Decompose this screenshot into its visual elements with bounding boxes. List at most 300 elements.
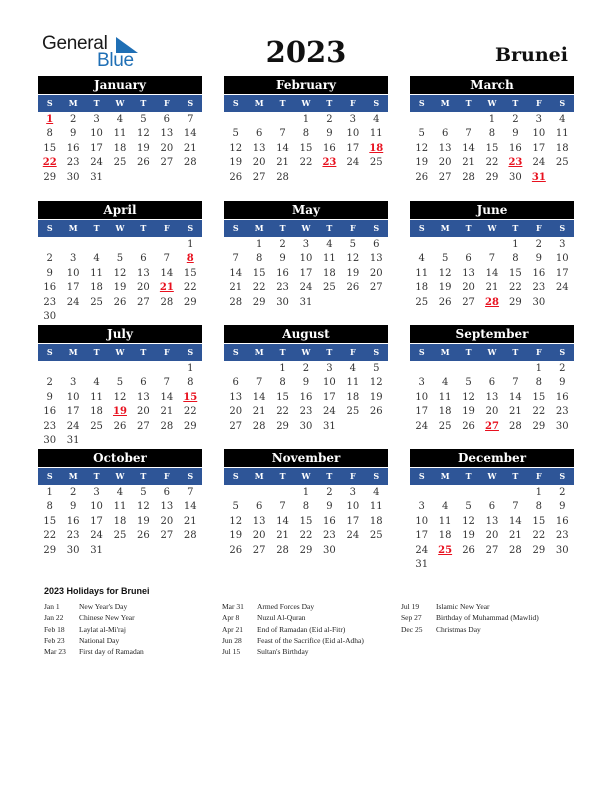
day-cell: 31 bbox=[90, 171, 103, 183]
day-cell: 12 bbox=[415, 142, 429, 154]
day-cell: 21 bbox=[276, 530, 289, 542]
weekday-label: S bbox=[373, 471, 380, 481]
day-cell: 19 bbox=[229, 530, 243, 542]
day-cell: 29 bbox=[252, 296, 266, 308]
day-cell: 25 bbox=[415, 296, 429, 308]
day-cell: 14 bbox=[160, 267, 174, 279]
day-cell: 1 bbox=[187, 239, 194, 250]
day-cell: 26 bbox=[462, 420, 475, 432]
day-cell: 26 bbox=[113, 296, 127, 308]
weekday-label: F bbox=[163, 223, 170, 233]
empty-cell bbox=[247, 486, 270, 500]
weekday-label: T bbox=[140, 471, 147, 481]
day-cell: 1 bbox=[302, 487, 310, 498]
day-cell: 4 bbox=[441, 377, 449, 389]
holiday-item bbox=[44, 624, 144, 635]
day-cell: 12 bbox=[369, 377, 383, 389]
month-september bbox=[410, 325, 574, 434]
holiday-item bbox=[222, 624, 364, 635]
empty-cell bbox=[271, 486, 294, 500]
month-name: December bbox=[410, 449, 574, 467]
empty-cell bbox=[271, 113, 294, 127]
day-cell: 14 bbox=[509, 515, 522, 527]
day-cell: 28 bbox=[276, 171, 289, 183]
day-cell: 19 bbox=[369, 391, 383, 403]
day-cell: 8 bbox=[279, 377, 286, 389]
day-cell: 30 bbox=[66, 171, 80, 183]
day-cell: 29 bbox=[509, 296, 522, 308]
day-grid bbox=[410, 362, 574, 434]
weekday-label: W bbox=[487, 471, 497, 481]
day-cell: 15 bbox=[532, 515, 546, 527]
month-name: August bbox=[224, 325, 388, 343]
weekday-label: T bbox=[326, 98, 333, 108]
day-cell: 9 bbox=[559, 501, 566, 513]
day-cell: 23 bbox=[323, 530, 336, 542]
day-cell: 7 bbox=[187, 487, 194, 498]
holiday-item bbox=[401, 624, 539, 635]
day-cell: 19 bbox=[137, 142, 150, 154]
day-cell: 14 bbox=[276, 515, 289, 527]
day-cell: 18 bbox=[438, 406, 452, 418]
day-cell: 29 bbox=[276, 420, 289, 432]
weekday-label: T bbox=[326, 471, 333, 481]
month-name: June bbox=[410, 201, 574, 219]
day-grid bbox=[38, 486, 202, 558]
day-cell: 30 bbox=[323, 544, 336, 556]
day-cell: 20 bbox=[160, 142, 174, 154]
day-cell: 26 bbox=[369, 406, 383, 418]
day-cell: 18 bbox=[369, 515, 383, 527]
day-cell: 19 bbox=[137, 515, 150, 527]
day-cell: 19 bbox=[113, 282, 127, 294]
holiday-column bbox=[222, 601, 364, 657]
day-cell: 16 bbox=[276, 267, 289, 279]
day-cell: 13 bbox=[462, 267, 475, 279]
empty-cell bbox=[224, 486, 247, 500]
day-cell: 25 bbox=[323, 282, 336, 294]
day-cell: 13 bbox=[137, 391, 150, 403]
day-cell: 12 bbox=[229, 142, 243, 154]
day-cell: 6 bbox=[488, 501, 496, 513]
weekday-label: T bbox=[465, 98, 472, 108]
day-cell: 17 bbox=[532, 142, 546, 154]
weekday-label: M bbox=[68, 347, 78, 357]
day-cell: 24 bbox=[66, 420, 80, 432]
day-cell: 15 bbox=[43, 142, 57, 154]
day-cell: 10 bbox=[66, 391, 80, 403]
day-cell: 7 bbox=[488, 253, 496, 265]
weekday-label: S bbox=[418, 98, 425, 108]
day-cell: 4 bbox=[93, 377, 100, 389]
empty-cell bbox=[108, 238, 131, 252]
empty-cell bbox=[433, 113, 456, 127]
day-cell: 28 bbox=[183, 157, 197, 169]
day-cell: 8 bbox=[512, 253, 519, 265]
weekday-label: F bbox=[349, 223, 356, 233]
day-cell: 11 bbox=[113, 501, 127, 513]
day-cell: 24 bbox=[415, 420, 429, 432]
day-cell: 30 bbox=[555, 544, 569, 556]
weekday-label: T bbox=[512, 471, 519, 481]
weekday-label: W bbox=[301, 223, 311, 233]
day-cell: 26 bbox=[229, 171, 243, 183]
day-cell: 25 bbox=[346, 406, 360, 418]
day-cell: 24 bbox=[323, 406, 336, 418]
holiday-day-cell: 22 bbox=[42, 157, 57, 169]
day-cell: 9 bbox=[302, 377, 310, 389]
empty-cell bbox=[504, 486, 527, 500]
day-cell: 22 bbox=[299, 530, 313, 542]
day-cell: 6 bbox=[140, 377, 147, 389]
month-january bbox=[38, 76, 202, 185]
day-cell: 5 bbox=[232, 501, 239, 513]
weekday-label: W bbox=[301, 347, 311, 357]
day-cell: 19 bbox=[462, 406, 475, 418]
day-cell: 1 bbox=[255, 239, 263, 250]
day-cell: 20 bbox=[229, 406, 243, 418]
day-cell: 29 bbox=[183, 420, 197, 432]
empty-cell bbox=[433, 486, 456, 500]
day-cell: 13 bbox=[137, 267, 150, 279]
day-cell: 15 bbox=[532, 391, 546, 403]
day-cell: 20 bbox=[485, 406, 499, 418]
day-cell: 2 bbox=[69, 487, 77, 498]
day-cell: 25 bbox=[113, 530, 127, 542]
day-cell: 10 bbox=[555, 253, 569, 265]
holiday-item bbox=[44, 601, 144, 612]
day-cell: 14 bbox=[252, 391, 266, 403]
weekday-header bbox=[38, 344, 202, 361]
empty-cell bbox=[38, 238, 61, 252]
day-cell: 10 bbox=[346, 128, 360, 140]
day-cell: 27 bbox=[438, 171, 452, 183]
weekday-label: T bbox=[512, 98, 519, 108]
holiday-date: Apr 8 bbox=[222, 613, 240, 623]
day-cell: 2 bbox=[46, 253, 53, 265]
day-cell: 29 bbox=[183, 296, 197, 308]
weekday-label: T bbox=[93, 471, 100, 481]
day-cell: 16 bbox=[299, 391, 313, 403]
day-cell: 5 bbox=[140, 487, 147, 498]
day-cell: 13 bbox=[160, 501, 174, 513]
holiday-item bbox=[222, 635, 364, 646]
holiday-date: Apr 21 bbox=[222, 624, 244, 634]
holiday-column bbox=[401, 601, 539, 635]
holiday-date: Feb 18 bbox=[44, 624, 65, 634]
weekday-header bbox=[224, 220, 388, 237]
weekday-label: F bbox=[163, 347, 170, 357]
holiday-item bbox=[44, 612, 144, 623]
day-cell: 9 bbox=[535, 253, 543, 265]
day-cell: 3 bbox=[418, 377, 425, 389]
weekday-label: T bbox=[140, 223, 147, 233]
day-cell: 9 bbox=[69, 128, 77, 140]
day-cell: 3 bbox=[69, 377, 77, 389]
day-cell: 15 bbox=[485, 142, 499, 154]
empty-cell bbox=[457, 362, 480, 376]
day-cell: 18 bbox=[346, 391, 360, 403]
weekday-label: T bbox=[465, 347, 472, 357]
day-cell: 13 bbox=[438, 142, 452, 154]
day-cell: 26 bbox=[462, 544, 475, 556]
holiday-day-cell: 15 bbox=[183, 391, 198, 403]
holiday-item bbox=[44, 646, 144, 657]
day-cell: 15 bbox=[509, 267, 522, 279]
day-grid bbox=[410, 113, 574, 185]
day-cell: 17 bbox=[323, 391, 336, 403]
holiday-name: End of Ramadan (Eid al-Fitr) bbox=[257, 624, 346, 634]
day-cell: 20 bbox=[160, 515, 174, 527]
day-cell: 8 bbox=[302, 128, 310, 140]
holiday-day-cell: 31 bbox=[531, 171, 546, 183]
month-name: November bbox=[224, 449, 388, 467]
day-cell: 30 bbox=[555, 420, 569, 432]
weekday-header bbox=[224, 468, 388, 485]
day-cell: 11 bbox=[438, 515, 452, 527]
month-name: October bbox=[38, 449, 202, 467]
weekday-label: W bbox=[301, 98, 311, 108]
weekday-label: S bbox=[559, 223, 566, 233]
day-cell: 28 bbox=[229, 296, 243, 308]
day-cell: 11 bbox=[113, 128, 127, 140]
day-cell: 22 bbox=[183, 406, 197, 418]
day-cell: 18 bbox=[90, 282, 103, 294]
weekday-label: F bbox=[349, 471, 356, 481]
empty-cell bbox=[108, 362, 131, 376]
day-cell: 5 bbox=[441, 253, 449, 265]
day-cell: 26 bbox=[137, 530, 150, 542]
empty-cell bbox=[61, 238, 84, 252]
holiday-date: Jul 15 bbox=[222, 647, 241, 657]
empty-cell bbox=[410, 362, 433, 376]
holiday-item bbox=[401, 601, 539, 612]
weekday-label: T bbox=[512, 223, 519, 233]
day-cell: 28 bbox=[183, 530, 197, 542]
day-cell: 14 bbox=[509, 391, 522, 403]
weekday-label: F bbox=[349, 98, 356, 108]
weekday-header bbox=[410, 95, 574, 112]
holiday-date: Jan 1 bbox=[44, 602, 60, 611]
weekday-label: S bbox=[46, 98, 53, 108]
holiday-name: Armed Forces Day bbox=[257, 602, 315, 611]
day-cell: 27 bbox=[369, 282, 383, 294]
day-cell: 2 bbox=[279, 239, 286, 250]
day-cell: 29 bbox=[43, 171, 57, 183]
day-cell: 24 bbox=[346, 530, 360, 542]
weekday-label: T bbox=[326, 223, 333, 233]
weekday-label: M bbox=[440, 98, 450, 108]
day-cell: 5 bbox=[373, 363, 380, 374]
empty-cell bbox=[247, 362, 270, 376]
day-cell: 7 bbox=[255, 377, 263, 389]
day-cell: 18 bbox=[323, 267, 336, 279]
weekday-label: F bbox=[349, 347, 356, 357]
day-cell: 1 bbox=[488, 114, 496, 125]
holiday-name: Feast of the Sacrifice (Eid al-Adha) bbox=[257, 635, 364, 645]
weekday-label: T bbox=[279, 471, 286, 481]
day-cell: 15 bbox=[299, 142, 313, 154]
empty-cell bbox=[224, 113, 247, 127]
month-name: May bbox=[224, 201, 388, 219]
day-cell: 4 bbox=[326, 239, 333, 250]
weekday-label: T bbox=[465, 471, 472, 481]
day-cell: 2 bbox=[559, 487, 566, 498]
weekday-label: S bbox=[232, 471, 239, 481]
day-cell: 27 bbox=[137, 420, 150, 432]
month-november bbox=[224, 449, 388, 558]
weekday-header bbox=[410, 344, 574, 361]
day-cell: 20 bbox=[252, 530, 266, 542]
day-cell: 21 bbox=[229, 282, 243, 294]
weekday-label: S bbox=[418, 347, 425, 357]
day-cell: 24 bbox=[346, 157, 360, 169]
weekday-label: S bbox=[232, 223, 239, 233]
weekday-label: W bbox=[487, 98, 497, 108]
month-march bbox=[410, 76, 574, 185]
day-cell: 12 bbox=[113, 391, 127, 403]
day-cell: 13 bbox=[485, 391, 499, 403]
day-cell: 26 bbox=[415, 171, 429, 183]
day-cell: 20 bbox=[485, 530, 499, 542]
day-cell: 23 bbox=[66, 157, 80, 169]
day-cell: 11 bbox=[346, 377, 360, 389]
day-cell: 29 bbox=[485, 171, 499, 183]
day-cell: 1 bbox=[512, 239, 519, 250]
day-cell: 1 bbox=[535, 363, 543, 374]
holiday-name: Christmas Day bbox=[436, 624, 481, 634]
day-cell: 23 bbox=[532, 282, 546, 294]
day-cell: 7 bbox=[512, 501, 519, 513]
day-cell: 3 bbox=[559, 239, 566, 250]
holiday-date: Dec 25 bbox=[401, 624, 423, 634]
day-cell: 18 bbox=[415, 282, 429, 294]
day-cell: 25 bbox=[369, 530, 383, 542]
holiday-name: Birthday of Muhammad (Mawlid) bbox=[436, 613, 539, 623]
weekday-label: M bbox=[440, 347, 450, 357]
day-cell: 11 bbox=[90, 391, 103, 403]
day-cell: 19 bbox=[415, 157, 429, 169]
weekday-label: T bbox=[93, 347, 100, 357]
day-cell: 19 bbox=[346, 267, 360, 279]
day-cell: 25 bbox=[90, 296, 103, 308]
day-cell: 7 bbox=[279, 501, 286, 513]
month-july bbox=[38, 325, 202, 448]
day-cell: 29 bbox=[532, 420, 546, 432]
empty-cell bbox=[480, 362, 503, 376]
day-cell: 22 bbox=[252, 282, 266, 294]
day-cell: 3 bbox=[349, 114, 357, 125]
day-cell: 22 bbox=[299, 157, 313, 169]
day-cell: 9 bbox=[279, 253, 286, 265]
day-cell: 30 bbox=[43, 434, 57, 446]
day-cell: 28 bbox=[252, 420, 266, 432]
holiday-day-cell: 18 bbox=[369, 142, 384, 154]
empty-cell bbox=[38, 362, 61, 376]
weekday-label: T bbox=[93, 98, 100, 108]
weekday-label: W bbox=[115, 223, 125, 233]
day-cell: 23 bbox=[43, 420, 57, 432]
day-cell: 4 bbox=[349, 363, 357, 374]
day-cell: 16 bbox=[323, 142, 336, 154]
day-cell: 12 bbox=[462, 515, 475, 527]
day-cell: 21 bbox=[183, 142, 197, 154]
holiday-date: Feb 23 bbox=[44, 635, 65, 645]
day-cell: 12 bbox=[346, 253, 360, 265]
day-cell: 11 bbox=[323, 253, 336, 265]
weekday-label: S bbox=[559, 98, 566, 108]
day-cell: 11 bbox=[555, 128, 569, 140]
day-cell: 25 bbox=[438, 420, 452, 432]
day-cell: 27 bbox=[229, 420, 243, 432]
holiday-day-cell: 23 bbox=[508, 157, 523, 169]
day-cell: 2 bbox=[512, 114, 519, 125]
day-cell: 15 bbox=[183, 267, 197, 279]
empty-cell bbox=[132, 362, 155, 376]
empty-cell bbox=[61, 362, 84, 376]
day-cell: 31 bbox=[299, 296, 313, 308]
day-cell: 5 bbox=[116, 253, 124, 265]
day-grid bbox=[224, 238, 388, 310]
weekday-label: T bbox=[512, 347, 519, 357]
day-cell: 9 bbox=[46, 267, 53, 279]
day-cell: 3 bbox=[535, 114, 543, 125]
holiday-name: Sultan's Birthday bbox=[257, 647, 309, 657]
weekday-header bbox=[410, 468, 574, 485]
day-cell: 22 bbox=[509, 282, 522, 294]
day-cell: 21 bbox=[276, 157, 289, 169]
day-cell: 6 bbox=[373, 239, 380, 250]
day-cell: 17 bbox=[415, 530, 429, 542]
day-cell: 23 bbox=[555, 530, 569, 542]
logo-text-general: General bbox=[42, 33, 108, 54]
weekday-label: S bbox=[559, 471, 566, 481]
day-cell: 10 bbox=[299, 253, 313, 265]
day-cell: 22 bbox=[276, 406, 289, 418]
month-june bbox=[410, 201, 574, 310]
day-cell: 9 bbox=[69, 501, 77, 513]
day-cell: 8 bbox=[535, 501, 543, 513]
day-cell: 23 bbox=[276, 282, 289, 294]
weekday-label: S bbox=[373, 347, 380, 357]
day-cell: 18 bbox=[555, 142, 569, 154]
day-cell: 24 bbox=[555, 282, 569, 294]
day-cell: 16 bbox=[509, 142, 522, 154]
day-grid bbox=[38, 238, 202, 324]
day-cell: 6 bbox=[140, 253, 147, 265]
day-cell: 21 bbox=[485, 282, 499, 294]
day-cell: 12 bbox=[137, 128, 150, 140]
day-cell: 17 bbox=[90, 142, 103, 154]
day-cell: 18 bbox=[113, 515, 127, 527]
day-cell: 21 bbox=[183, 515, 197, 527]
day-cell: 19 bbox=[229, 157, 243, 169]
weekday-label: T bbox=[279, 98, 286, 108]
weekday-header bbox=[38, 95, 202, 112]
day-cell: 16 bbox=[66, 142, 80, 154]
empty-cell bbox=[410, 486, 433, 500]
day-cell: 16 bbox=[555, 391, 569, 403]
day-cell: 30 bbox=[532, 296, 546, 308]
day-cell: 12 bbox=[462, 391, 475, 403]
holiday-item bbox=[222, 646, 364, 657]
day-cell: 31 bbox=[323, 420, 336, 432]
day-cell: 25 bbox=[369, 157, 383, 169]
day-cell: 5 bbox=[418, 128, 425, 140]
day-cell: 16 bbox=[532, 267, 546, 279]
day-cell: 6 bbox=[232, 377, 239, 389]
day-cell: 4 bbox=[373, 487, 380, 498]
